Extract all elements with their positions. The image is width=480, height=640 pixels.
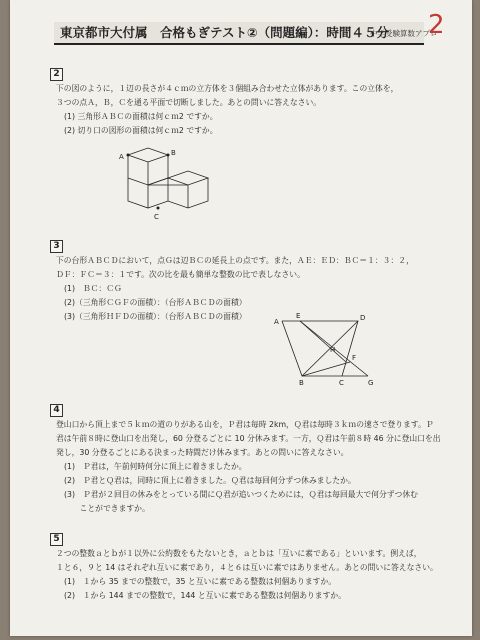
question-2-item-2: (2) 切り口の図形の面積は何ｃｍ2 ですか。	[64, 126, 218, 135]
question-5-item-1: (1) １から 35 までの整数で，35 と互いに素である整数は何個ありますか。	[64, 577, 337, 586]
label-f: F	[352, 354, 357, 362]
question-4-number: 4	[50, 404, 63, 417]
question-2-item-1: (1) 三角形ＡＢＣの面積は何ｃｍ2 ですか。	[64, 112, 218, 121]
question-2-line-2: ３つの点Ａ，Ｂ，Ｃを通る平面で切断しました。あとの問いに答えなさい。	[56, 98, 322, 107]
question-3-item-1: (1) ＢＣ：ＣＧ	[64, 284, 122, 293]
question-4-line-2: 君は午前８時に登山口を出発し，60 分登るごとに 10 分休みます。一方，Ｑ君は午前８時 46 分に登山口を出	[56, 434, 441, 443]
question-5-line-1: ２つの整数ａとｂが１以外に公約数をもたないとき，ａとｂは「互いに素である」といいます。例えば，	[56, 549, 422, 558]
question-4-item-3: (3) Ｐ君が２回目の休みをとっている間にＱ君が追いつくためには，Ｑ君は毎回最大で何分ずつ休む	[64, 490, 418, 499]
question-3-line-2: ＤＦ：ＦＣ＝３：１です。次の比を最も簡単な整数の比で表しなさい。	[56, 270, 305, 279]
page-title: 東京都市大付属 合格もぎテスト②（問題編）：時間４５分	[54, 22, 424, 45]
question-3-item-2: (2)（三角形ＣＧＦの面積）：（台形ＡＢＣＤの面積）	[64, 298, 247, 307]
question-5-number: 5	[50, 533, 63, 546]
page-number: 2	[428, 10, 445, 40]
cube-solid-figure	[110, 145, 220, 225]
label-h: H	[330, 346, 336, 354]
question-3-number: 3	[50, 240, 63, 253]
label-a: A	[119, 153, 124, 161]
question-3-line-1: 下の台形ＡＢＣＤにおいて，点Ｇは辺ＢＣの延長上の点です。また，ＡＥ：ＥＤ：ＢＣ＝１：３：２，	[56, 256, 414, 265]
label-a: A	[274, 318, 279, 326]
question-4-item-3-cont: ことができますか。	[64, 504, 150, 513]
question-4-line-3: 発し，30 分登るごとにある決まった時間だけ休みます。あとの問いに答えなさい。	[56, 448, 349, 457]
question-4-item-2: (2) Ｐ君とＱ君は，同時に頂上に着きました。Ｑ君は毎回何分ずつ休みましたか。	[64, 476, 356, 485]
label-g: G	[368, 379, 374, 387]
question-4-item-1: (1) Ｐ君は，午前何時何分に頂上に着きましたか。	[64, 462, 247, 471]
question-5-line-2: １と６，９と 14 はそれぞれ互いに素であり，４と６は互いに素ではありません。あとの問いに答えなさい。	[56, 563, 438, 572]
question-5-item-2: (2) １から 144 までの整数で，144 と互いに素である整数は何個ありますか。	[64, 591, 346, 600]
trapezoid-figure	[272, 308, 392, 388]
label-c: C	[154, 213, 159, 221]
label-b: B	[171, 149, 176, 157]
question-2-line-1: 下の図のように，１辺の長さが４ｃｍの立方体を３個組み合わせた立体があります。この立体を，	[56, 84, 399, 93]
question-4-line-1: 登山口から頂上まで５ｋｍの道のりがある山を，Ｐ君は毎時 2km，Ｑ君は毎時３ｋｍの速さで登ります。Ｐ	[56, 420, 434, 429]
question-3-item-3: (3)（三角形ＨＦＤの面積）：（台形ＡＢＣＤの面積）	[64, 312, 247, 321]
label-b: B	[299, 379, 304, 387]
question-2-number: 2	[50, 68, 63, 81]
publisher-label: 中学受験算数アプロ	[370, 29, 438, 38]
label-e: E	[296, 312, 301, 320]
label-c: C	[339, 379, 344, 387]
label-d: D	[360, 314, 366, 322]
worksheet-page	[10, 0, 472, 636]
